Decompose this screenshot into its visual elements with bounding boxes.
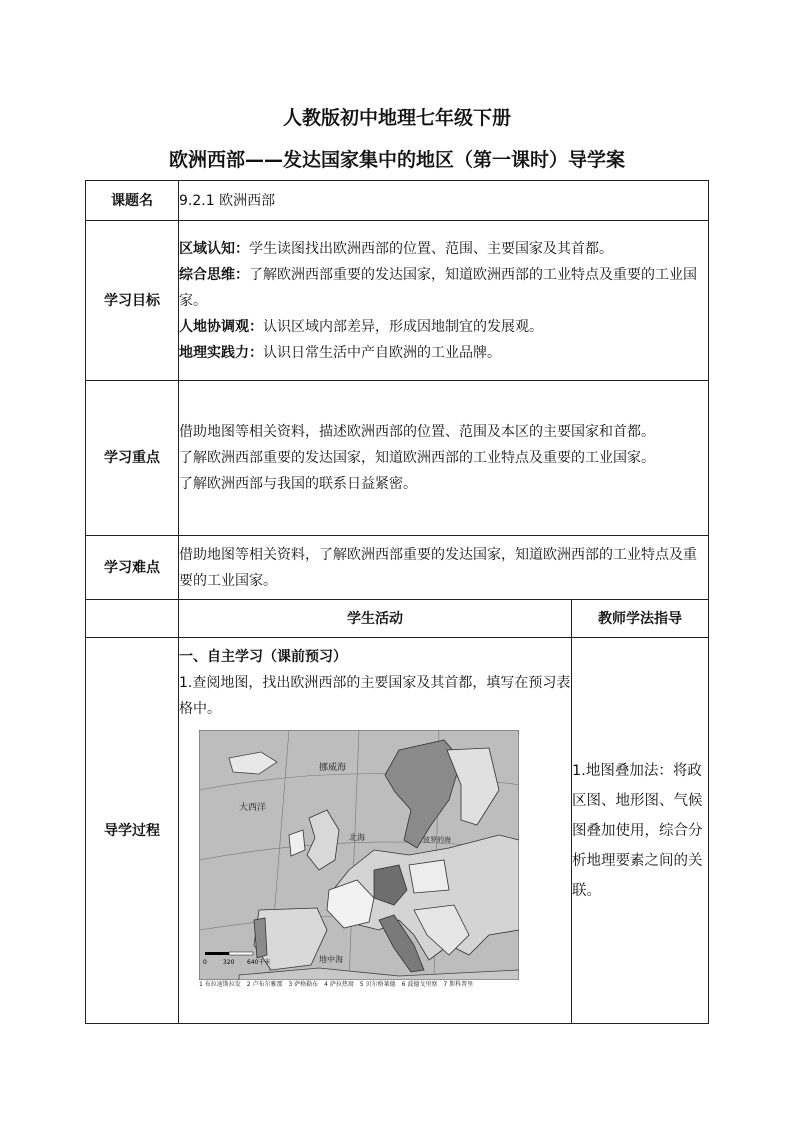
activity-header-row [86, 600, 709, 638]
document-title: 人教版初中地理七年级下册 [282, 107, 511, 129]
europe-political-map [199, 730, 519, 980]
process-row [86, 638, 709, 1024]
scale-tick: 640千米 [247, 959, 271, 966]
lesson-plan-table [85, 180, 709, 1024]
process-label: 导学过程 [86, 638, 179, 1024]
goals-content [179, 221, 709, 381]
scale-tick: 0 [203, 959, 207, 966]
key-point-item: 借助地图等相关资料，描述欧洲西部的位置、范围及本区的主要国家和首都。 [179, 424, 655, 440]
goal-item: 区域认知：学生读图找出欧洲西部的位置、范围、主要国家及其首都。 [179, 240, 613, 257]
goal-item: 地理实践力：认识日常生活中产自欧洲的工业品牌。 [179, 344, 501, 361]
map-label-mediterranean: 地中海 [319, 955, 343, 964]
topic-value: 9.2.1 欧洲西部 [179, 181, 709, 221]
difficulty-row [86, 536, 709, 600]
key-points-label: 学习重点 [86, 381, 179, 536]
goals-row [86, 221, 709, 381]
europe-map [199, 730, 529, 995]
topic-row [86, 181, 709, 221]
key-point-item: 了解欧洲西部与我国的联系日益紧密。 [179, 476, 417, 492]
goals-label: 学习目标 [86, 221, 179, 381]
difficulty-label: 学习难点 [86, 536, 179, 600]
key-points-row [86, 381, 709, 536]
scale-tick: 320 [223, 959, 235, 966]
task-text: 1.查阅地图，找出欧洲西部的主要国家及其首都，填写在预习表格中。 [179, 675, 571, 717]
key-point-item: 了解欧洲西部重要的发达国家，知道欧洲西部的工业特点及重要的工业国家。 [179, 450, 655, 466]
activity-header-blank [86, 600, 179, 638]
difficulty-content: 借助地图等相关资料，了解欧洲西部重要的发达国家，知道欧洲西部的工业特点及重要的工业国家。 [179, 536, 709, 600]
map-label-norwegian-sea: 挪威海 [319, 763, 347, 773]
goal-item: 人地协调观：认识区域内部差异，形成因地制宜的发展观。 [179, 318, 543, 335]
map-legend: 1 布拉迪斯拉发 2 卢布尔雅那 3 萨格勒布 4 萨拉热窝 5 贝尔格莱德 6 波德戈里察 7 斯科普里 [199, 981, 474, 988]
section-title: 一、自主学习（课前预习） [179, 649, 347, 665]
document-subtitle: 欧洲西部——发达国家集中的地区（第一课时）导学案 [168, 149, 625, 171]
teacher-guide-header: 教师学法指导 [572, 600, 709, 638]
map-label-north-sea: 北海 [349, 833, 365, 842]
key-points-content [179, 381, 709, 536]
process-content [179, 638, 572, 1024]
teacher-guide-content: 1.地图叠加法：将政区图、地形图、气候图叠加使用，综合分析地理要素之间的关联。 [572, 638, 709, 1024]
student-activity-header: 学生活动 [179, 600, 572, 638]
topic-label: 课题名 [86, 181, 179, 221]
map-label-baltic: 波罗的海 [423, 836, 451, 844]
map-label-ocean: 大西洋 [239, 803, 267, 813]
goal-item: 综合思维：了解欧洲西部重要的发达国家，知道欧洲西部的工业特点及重要的工业国家。 [179, 266, 697, 309]
